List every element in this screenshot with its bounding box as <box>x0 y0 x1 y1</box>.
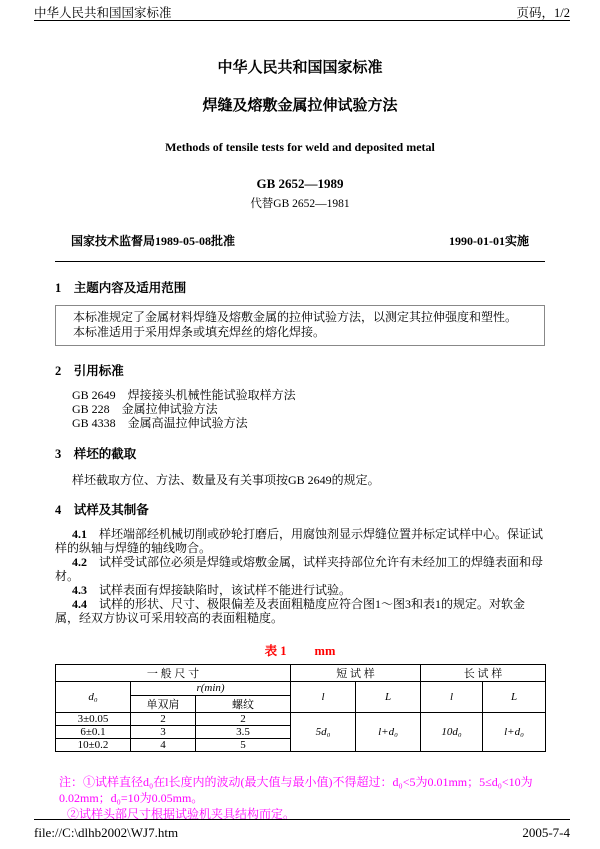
section-1-paragraph: 本标准适用于采用焊条或填充焊丝的熔化焊接。 <box>73 324 326 339</box>
header-page-number: 页码，1/2 <box>516 6 570 20</box>
doc-title-cn: 中华人民共和国国家标准 <box>217 60 383 76</box>
section-4-heading: 4 试样及其制备 <box>55 502 149 517</box>
footer-date: 2005-7-4 <box>522 825 570 840</box>
header-general-dimensions: 一 般 尺 寸 <box>56 664 291 681</box>
document-page <box>55 22 545 822</box>
viewer-footer <box>34 819 570 841</box>
header-long-l: l <box>421 681 483 712</box>
footer-file-path: file://C:\dlhb2002\WJ7.htm <box>34 825 179 840</box>
table-caption <box>55 641 545 659</box>
header-long-L: L <box>483 681 546 712</box>
effective-date: 1990-01-01实施 <box>449 234 529 248</box>
reference-item: GB 228 金属拉伸试验方法 <box>72 402 218 416</box>
clause-4-1 <box>55 527 545 555</box>
reference-item: GB 2649 焊接接头机械性能试验取样方法 <box>72 388 296 402</box>
doc-subtitle-cn: 焊缝及熔敷金属拉伸试验方法 <box>202 98 398 114</box>
table-row <box>56 712 546 725</box>
cell-d0: 6±0.1 <box>56 725 131 738</box>
section-2-heading: 2 引用标准 <box>55 364 124 378</box>
cell-d0: 3±0.05 <box>56 712 131 725</box>
clause-text: 试样受试部位必须是焊缝或熔敷金属，试样夹持部位允许有未经加工的焊缝表面和母材。 <box>55 554 544 583</box>
dimensions-table <box>55 664 546 752</box>
section-1-body <box>55 305 545 346</box>
clause-text: 试样表面有焊接缺陷时，该试样不能进行试验。 <box>87 582 352 597</box>
clause-text: 试样的形状、尺寸、极限偏差及表面粗糙度应符合图1～图3和表1的规定。对软金属，经双方协议可采用较高的表面粗糙度。 <box>55 596 526 625</box>
cell-shoulder: 2 <box>131 712 196 725</box>
clause-number: 4.1 <box>72 526 87 541</box>
cell-short-L-value: l+d₀ <box>356 712 421 751</box>
clause-text: 样坯端部经机械切削或砂轮打磨后，用腐蚀剂显示焊缝位置并标定试样中心。保证试样的纵轴与焊缝的轴线吻合。 <box>55 526 544 555</box>
standard-number: GB 2652—1989 <box>256 176 344 191</box>
reference-item: GB 4338 金属高温拉伸试验方法 <box>72 416 248 430</box>
cell-thread: 5 <box>196 738 291 751</box>
clause-number: 4.4 <box>72 596 87 611</box>
section-3-paragraph: 样坯截取方位、方法、数量及有关事项按GB 2649的规定。 <box>72 473 380 487</box>
header-thread: 螺纹 <box>196 695 291 712</box>
cell-shoulder: 4 <box>131 738 196 751</box>
title-divider <box>55 261 545 262</box>
cell-thread: 2 <box>196 712 291 725</box>
header-standard-label: 中华人民共和国国家标准 <box>34 6 172 20</box>
clause-number: 4.3 <box>72 582 87 597</box>
cell-long-L-value: l+d₀ <box>483 712 546 751</box>
cell-d0: 10±0.2 <box>56 738 131 751</box>
approval-authority: 国家技术监督局1989-05-08批准 <box>71 234 235 248</box>
table-notes <box>55 774 545 822</box>
section-1-heading: 1 主题内容及适用范围 <box>55 281 187 295</box>
header-rmin: r(min) <box>131 681 291 695</box>
table-unit-label: mm <box>314 643 336 658</box>
note-2: ②试样头部尺寸根据试验机夹具结构而定。 <box>67 806 296 821</box>
section-1-paragraph: 本标准规定了金属材料焊缝及熔敷金属的拉伸试验方法，以测定其拉伸强度和塑性。 <box>73 310 518 324</box>
clause-4-4 <box>55 597 545 625</box>
header-d0: d₀ <box>56 681 131 712</box>
header-shoulder: 单双肩 <box>131 695 196 712</box>
table-caption-label: 表 1 <box>264 643 287 658</box>
cell-long-l-value: 10d₀ <box>421 712 483 751</box>
viewer-header <box>34 3 570 21</box>
section-3-heading: 3 样坯的截取 <box>55 447 137 461</box>
cell-shoulder: 3 <box>131 725 196 738</box>
table-header-row <box>56 664 546 681</box>
doc-title-en: Methods of tensile tests for weld and deposited metal <box>165 140 435 154</box>
cell-short-l-value: 5d₀ <box>291 712 356 751</box>
approval-row <box>55 232 545 249</box>
standard-replaces: 代替GB 2652—1981 <box>250 198 350 210</box>
clause-4-2 <box>55 555 545 583</box>
header-short-l: l <box>291 681 356 712</box>
clause-number: 4.2 <box>72 554 87 569</box>
header-short-L: L <box>356 681 421 712</box>
section-4-body <box>55 527 545 625</box>
note-1: 注：①试样直径d₀在l长度内的波动(最大值与最小值)不得超过：d₀<5为0.01mm；5≤d₀<10为0.02mm；d₀=10为0.05mm。 <box>59 774 533 805</box>
table-header-row <box>56 681 546 695</box>
cell-thread: 3.5 <box>196 725 291 738</box>
header-long-specimen: 长 试 样 <box>421 664 546 681</box>
clause-4-3 <box>55 583 545 597</box>
reference-list <box>55 388 545 430</box>
header-short-specimen: 短 试 样 <box>291 664 421 681</box>
